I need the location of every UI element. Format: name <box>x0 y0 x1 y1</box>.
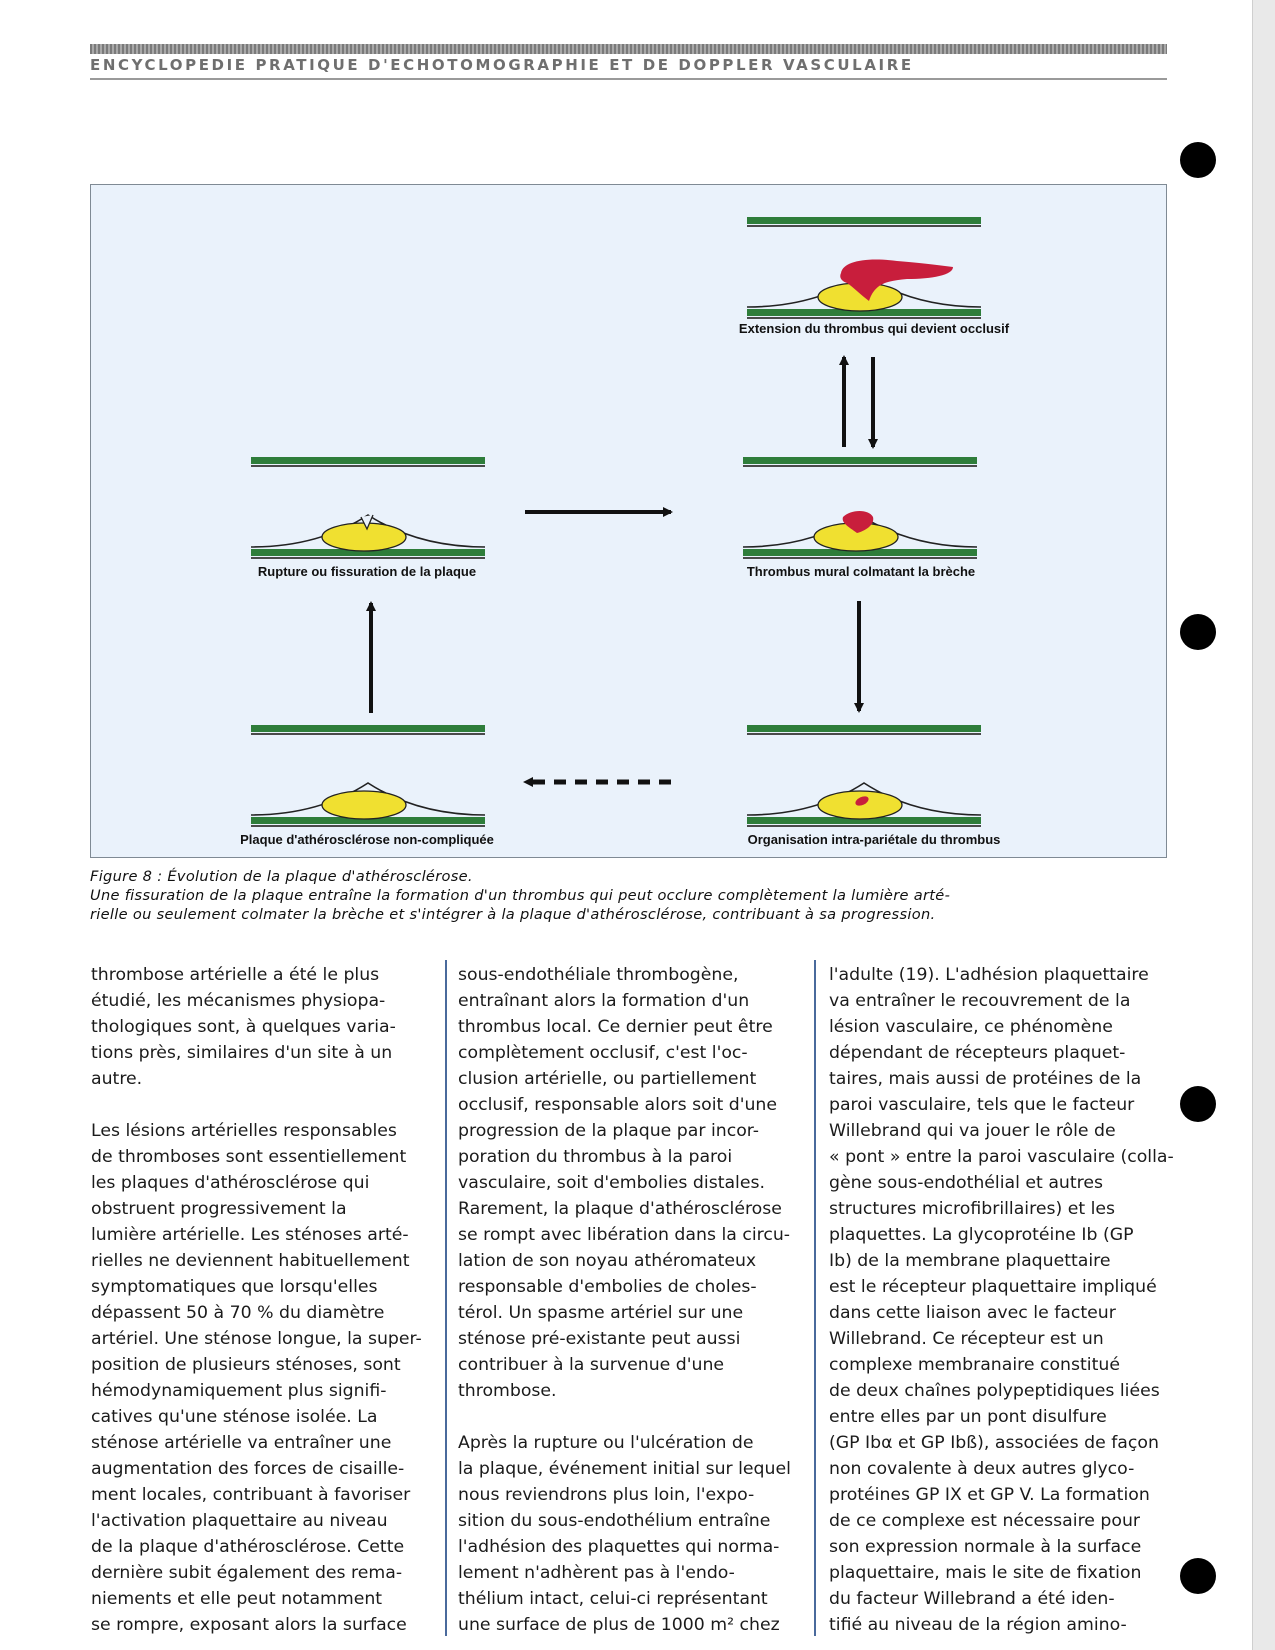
text-line: plaquettes. La glycoprotéine Ib (GP <box>829 1225 1134 1245</box>
text-line: thélium intact, celui-ci représentant <box>458 1589 768 1609</box>
text-line: son expression normale à la surface <box>829 1537 1142 1557</box>
text-column-1 <box>91 962 431 1638</box>
caption-line: Une fissuration de la plaque entraîne la formation d'un thrombus qui peut occlure complètement la lumière arté- <box>90 887 951 904</box>
caption-line: Figure 8 : Évolution de la plaque d'athérosclérose. <box>90 868 473 885</box>
text-line: lation de son noyau athéromateux <box>458 1251 757 1271</box>
text-line: la plaque, événement initial sur lequel <box>458 1459 791 1479</box>
text-line: thrombose artérielle a été le plus <box>91 965 380 985</box>
text-line: sition du sous-endothélium entraîne <box>458 1511 771 1531</box>
text-line: augmentation des forces de cisaille- <box>91 1459 405 1479</box>
text-line: thrombose. <box>458 1381 557 1401</box>
text-line: hémodynamiquement plus signifi- <box>91 1381 387 1401</box>
text-line: thologiques sont, à quelques varia- <box>91 1017 396 1037</box>
text-line: position de plusieurs sténoses, sont <box>91 1355 401 1375</box>
figure-caption <box>90 867 1170 924</box>
text-line: se rompre, exposant alors la surface <box>91 1615 407 1635</box>
text-line: autre. <box>91 1069 143 1089</box>
text-line: est le récepteur plaquettaire impliqué <box>829 1277 1157 1297</box>
vessel-thrombus-mural <box>743 457 977 559</box>
text-line: rielles ne deviennent habituellement <box>91 1251 410 1271</box>
text-line: de thromboses sont essentiellement <box>91 1147 407 1167</box>
text-line: térol. Un spasme artériel sur une <box>458 1303 744 1323</box>
text-line: Les lésions artérielles responsables <box>91 1121 397 1141</box>
text-line: tifié au niveau de la région amino- <box>829 1615 1127 1635</box>
figure-8-diagram <box>90 184 1167 858</box>
text-line: dernière subit également des rema- <box>91 1563 403 1583</box>
text-line: Willebrand qui va jouer le rôle de <box>829 1121 1116 1141</box>
text-line: contribuer à la survenue d'une <box>458 1355 725 1375</box>
text-line: plaquettaire, mais le site de fixation <box>829 1563 1142 1583</box>
text-line: sténose artérielle va entraîner une <box>91 1433 392 1453</box>
text-line: niements et elle peut notamment <box>91 1589 383 1609</box>
text-line: entre elles par un pont disulfure <box>829 1407 1107 1427</box>
text-line: obstruent progressivement la <box>91 1199 347 1219</box>
text-line: va entraîner le recouvrement de la <box>829 991 1131 1011</box>
text-line: Rarement, la plaque d'athérosclérose <box>458 1199 782 1219</box>
text-line: complètement occlusif, c'est l'oc- <box>458 1043 748 1063</box>
label-thrombus-mural: Thrombus mural colmatant la brèche <box>746 564 976 579</box>
text-line: structures microfibrillaires) et les <box>829 1199 1116 1219</box>
text-line: non covalente à deux autres glyco- <box>829 1459 1135 1479</box>
binder-hole <box>1180 1086 1216 1122</box>
label-rupture: Rupture ou fissuration de la plaque <box>257 564 477 579</box>
text-line: protéines GP IX et GP V. La formation <box>829 1485 1150 1505</box>
text-line: « pont » entre la paroi vasculaire (colla- <box>829 1147 1174 1167</box>
vessel-plaque <box>251 725 485 827</box>
column-rule <box>814 960 816 1636</box>
text-line: dans cette liaison avec le facteur <box>829 1303 1116 1323</box>
text-line: clusion artérielle, ou partiellement <box>458 1069 757 1089</box>
caption-line: rielle ou seulement colmater la brèche et s'intégrer à la plaque d'athérosclérose, contribuant à sa progression. <box>90 906 936 923</box>
text-line: l'adulte (19). L'adhésion plaquettaire <box>829 965 1149 985</box>
text-line: tions près, similaires d'un site à un <box>91 1043 393 1063</box>
text-line: les plaques d'athérosclérose qui <box>91 1173 370 1193</box>
page-edge <box>1252 0 1275 1650</box>
text-line: catives qu'une sténose isolée. La <box>91 1407 378 1427</box>
header-band <box>90 44 1167 54</box>
text-line: vasculaire, soit d'embolies distales. <box>458 1173 765 1193</box>
text-line: complexe membranaire constitué <box>829 1355 1120 1375</box>
text-line: progression de la plaque par incor- <box>458 1121 760 1141</box>
text-line: lumière artérielle. Les sténoses arté- <box>91 1225 409 1245</box>
text-line: lésion vasculaire, ce phénomène <box>829 1017 1113 1037</box>
text-line: poration du thrombus à la paroi <box>458 1147 733 1167</box>
text-line: entraînant alors la formation d'un <box>458 991 750 1011</box>
vessel-extension <box>747 217 981 319</box>
text-line: lement n'adhèrent pas à l'endo- <box>458 1563 735 1583</box>
binder-hole <box>1180 142 1216 178</box>
paragraph-gap <box>458 1404 798 1430</box>
label-organisation: Organisation intra-pariétale du thrombus <box>747 832 1001 847</box>
text-line: de la plaque d'athérosclérose. Cette <box>91 1537 405 1557</box>
text-column-2 <box>458 962 798 1638</box>
text-line: de ce complexe est nécessaire pour <box>829 1511 1141 1531</box>
binder-hole <box>1180 1558 1216 1594</box>
text-line: artériel. Une sténose longue, la super- <box>91 1329 422 1349</box>
header-rule <box>90 78 1167 80</box>
vessel-organisation <box>747 725 981 827</box>
text-line: responsable d'embolies de choles- <box>458 1277 757 1297</box>
text-line: Après la rupture ou l'ulcération de <box>458 1433 754 1453</box>
vessel-rupture <box>251 457 485 559</box>
column-rule <box>445 960 447 1636</box>
text-line: thrombus local. Ce dernier peut être <box>458 1017 773 1037</box>
text-line: se rompt avec libération dans la circu- <box>458 1225 791 1245</box>
text-line: Ib) de la membrane plaquettaire <box>829 1251 1111 1271</box>
text-line: dépassent 50 à 70 % du diamètre <box>91 1303 385 1323</box>
text-line: Willebrand. Ce récepteur est un <box>829 1329 1104 1349</box>
text-line: gène sous-endothélial et autres <box>829 1173 1104 1193</box>
binder-hole <box>1180 614 1216 650</box>
text-line: dépendant de récepteurs plaquet- <box>829 1043 1126 1063</box>
text-line: du facteur Willebrand a été iden- <box>829 1589 1115 1609</box>
text-line: taires, mais aussi de protéines de la <box>829 1069 1142 1089</box>
text-column-3 <box>829 962 1174 1638</box>
text-line: occlusif, responsable alors soit d'une <box>458 1095 778 1115</box>
text-line: paroi vasculaire, tels que le facteur <box>829 1095 1135 1115</box>
text-line: une surface de plus de 1000 m² chez <box>458 1615 780 1635</box>
text-line: (GP Ibα et GP Ibß), associées de façon <box>829 1433 1159 1453</box>
text-line: ment locales, contribuant à favoriser <box>91 1485 411 1505</box>
text-line: symptomatiques que lorsqu'elles <box>91 1277 378 1297</box>
text-line: l'adhésion des plaquettes qui norma- <box>458 1537 780 1557</box>
paragraph-gap <box>91 1092 431 1118</box>
text-line: l'activation plaquettaire au niveau <box>91 1511 388 1531</box>
text-line: sténose pré-existante peut aussi <box>458 1329 741 1349</box>
text-line: de deux chaînes polypeptidiques liées <box>829 1381 1160 1401</box>
text-line: sous-endothéliale thrombogène, <box>458 965 739 985</box>
running-header: ENCYCLOPEDIE PRATIQUE D'ECHOTOMOGRAPHIE ET DE DOPPLER VASCULAIRE <box>90 56 914 74</box>
text-line: nous reviendrons plus loin, l'expo- <box>458 1485 755 1505</box>
text-line: étudié, les mécanismes physiopa- <box>91 991 386 1011</box>
label-plaque: Plaque d'athérosclérose non-compliquée <box>240 832 494 847</box>
label-extension: Extension du thrombus qui devient occlusif <box>738 321 1010 336</box>
